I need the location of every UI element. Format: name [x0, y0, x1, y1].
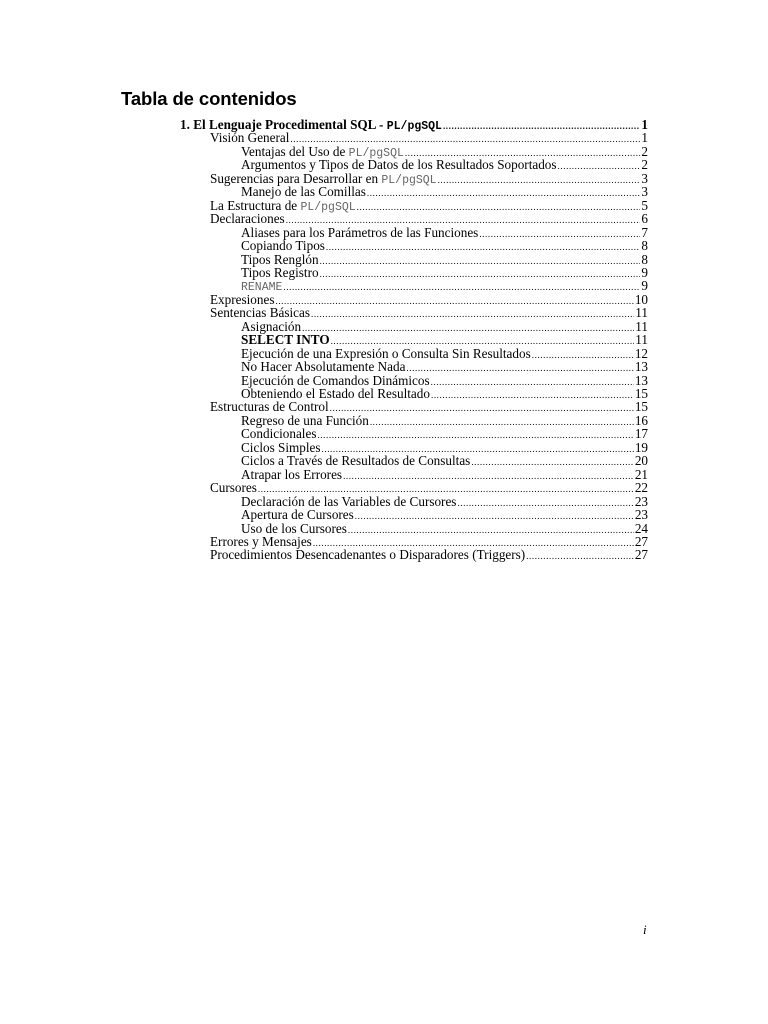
toc-entry-page: 22: [634, 480, 648, 496]
toc-entry-page: 8: [641, 238, 648, 254]
page-title: Tabla de contenidos: [121, 88, 297, 109]
toc-entry-title: 1. El Lenguaje Procedimental SQL - PL/pgSQL: [180, 117, 442, 133]
toc-entry-page: 15: [634, 399, 648, 415]
toc-entry-title: Cursores: [210, 480, 257, 496]
toc-entry-page: 23: [634, 493, 648, 509]
toc-entry-title: Ciclos a Través de Resultados de Consultas: [241, 453, 471, 469]
toc-entry-code: PL/pgSQL: [386, 120, 442, 133]
toc-entry-code: PL/pgSQL: [348, 146, 404, 160]
toc-entry-page: 5: [641, 197, 648, 213]
toc-entry-title: Uso de los Cursores: [241, 520, 347, 536]
toc-entry-code: PL/pgSQL: [381, 173, 437, 187]
page-number: i: [643, 922, 647, 937]
toc-entry-title: No Hacer Absolutamente Nada: [241, 359, 406, 375]
toc-entry-title: Tipos Registro: [241, 264, 319, 280]
toc-entry-page: 6: [641, 211, 648, 227]
toc-entry-title: Aliases para los Parámetros de las Funciones: [241, 224, 479, 240]
toc-entry-page: 7: [641, 224, 648, 240]
toc-entry-page: 11: [635, 318, 648, 334]
toc-entry-page: 17: [634, 426, 648, 442]
toc-entry-page: 24: [634, 520, 648, 536]
toc-entry-title: Tipos Renglón: [241, 251, 319, 267]
dot-leader: [526, 549, 634, 564]
toc-entry-title: Ejecución de Comandos Dinámicos: [241, 372, 430, 388]
toc-entry-title: SELECT INTO: [241, 332, 330, 348]
toc-entry-title: Errores y Mensajes: [210, 533, 312, 549]
toc-entry-title: Regreso de una Función: [241, 412, 369, 428]
toc-entry-title: Ciclos Simples: [241, 439, 321, 455]
toc-entry-page: 27: [634, 533, 648, 549]
toc-entry-page: 11: [635, 332, 648, 348]
toc-entry-page: 15: [634, 386, 648, 401]
toc-entry-code: PL/pgSQL: [300, 200, 356, 214]
toc-entry-page: 3: [641, 184, 648, 200]
toc-entry-title: Declaraciones: [210, 211, 285, 227]
toc-entry-page: 2: [641, 143, 648, 159]
toc-entry-page: 3: [641, 170, 648, 186]
toc-entry-page: 13: [634, 372, 648, 388]
toc-entry-page: 13: [634, 359, 648, 375]
toc-entry-page: 11: [635, 305, 648, 321]
toc-entry[interactable]: [210, 547, 648, 562]
toc-entry-page: 9: [641, 278, 648, 294]
toc-entry-title: Sentencias Básicas: [210, 305, 310, 321]
toc-entry-page: 1: [641, 117, 648, 132]
toc-entry-page: 23: [634, 507, 648, 523]
toc-entry-title: La Estructura de PL/pgSQL: [210, 197, 356, 214]
toc-entry-page: 27: [634, 547, 648, 563]
toc-entry-page: 21: [634, 466, 648, 482]
toc-entry-title: Atrapar los Errores: [241, 466, 343, 482]
toc-entry-title: Manejo de las Comillas: [241, 184, 366, 200]
toc-entry-page: 8: [641, 251, 648, 267]
toc-entry-title: Ventajas del Uso de PL/pgSQL: [241, 143, 404, 160]
toc-entry-page: 16: [634, 412, 648, 428]
toc-entry-page: 9: [641, 264, 648, 280]
toc-entry-title: Apertura de Cursores: [241, 507, 354, 523]
toc-entry-title: Declaración de las Variables de Cursores: [241, 493, 457, 509]
toc-entry-title: Procedimientos Desencadenantes o Disparadores (Triggers): [210, 547, 526, 563]
toc-entry-title: Condicionales: [241, 426, 317, 442]
toc-entry-page: 2: [641, 157, 648, 173]
toc-entry-page: 1: [641, 130, 648, 146]
toc-entry-title: Expresiones: [210, 291, 275, 307]
toc-entry-title: Copiando Tipos: [241, 238, 325, 254]
toc-entry-title: Sugerencias para Desarrollar en PL/pgSQL: [210, 170, 437, 187]
toc-entry-title: Estructuras de Control: [210, 399, 329, 415]
toc-entry-page: 19: [634, 439, 648, 455]
toc-entry-code: RENAME: [241, 281, 283, 295]
toc-entry-title: Asignación: [241, 318, 302, 334]
toc-entry-title: Obteniendo el Estado del Resultado: [241, 386, 430, 401]
toc-entry-page: 12: [634, 345, 648, 361]
toc-entry-page: 20: [634, 453, 648, 469]
toc-entry-page: 10: [634, 291, 648, 307]
toc-entry-title: Visión General: [210, 130, 290, 146]
toc-entry-title: Argumentos y Tipos de Datos de los Resultados Soportados: [241, 157, 557, 173]
toc-entry-title: Ejecución de una Expresión o Consulta Sin Resultados: [241, 345, 531, 361]
